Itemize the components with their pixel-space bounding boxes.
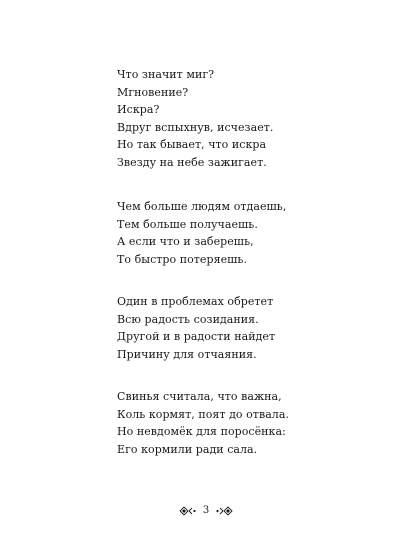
poem-line: Другой и в радости найдет	[117, 330, 276, 343]
poem-line: То быстро потеряешь.	[117, 252, 247, 266]
poem-line: Вдруг вспыхнув, исчезает.	[117, 120, 274, 134]
poem-line: Чем больше людям отдаешь,	[117, 200, 287, 213]
page-number: 3	[202, 505, 210, 516]
poem-line: Один в проблемах обретет	[117, 295, 274, 308]
poem-line: Мгновение?	[117, 85, 189, 99]
ornament-left-icon	[179, 505, 197, 517]
poem-line: Всю радость созидания.	[117, 312, 259, 326]
poem-line: Тем больше получаешь.	[117, 217, 258, 231]
poem-stanza-4	[117, 388, 289, 458]
poem-line: Но невдомёк для поросёнка:	[117, 425, 286, 438]
poem-stanza-3	[117, 293, 275, 363]
poem-line: Искра?	[117, 103, 160, 116]
poem-line: Его кормили ради сала.	[117, 442, 258, 456]
poem-line: Звезду на небе зажигает.	[117, 155, 267, 169]
poem-line: А если что и заберешь,	[117, 235, 254, 248]
poem-line: Что значит миг?	[117, 68, 215, 81]
poem-line: Коль кормят, поят до отвала.	[117, 407, 289, 421]
poem-stanza-1	[117, 66, 273, 171]
ornament-right-icon	[215, 505, 233, 517]
page-footer	[0, 502, 412, 518]
poem-line: Но так бывает, что искра	[117, 138, 267, 151]
poem-line: Причину для отчаяния.	[117, 347, 257, 361]
poem-stanza-2	[117, 198, 286, 268]
poem-line: Свинья считала, что важна,	[117, 390, 282, 403]
